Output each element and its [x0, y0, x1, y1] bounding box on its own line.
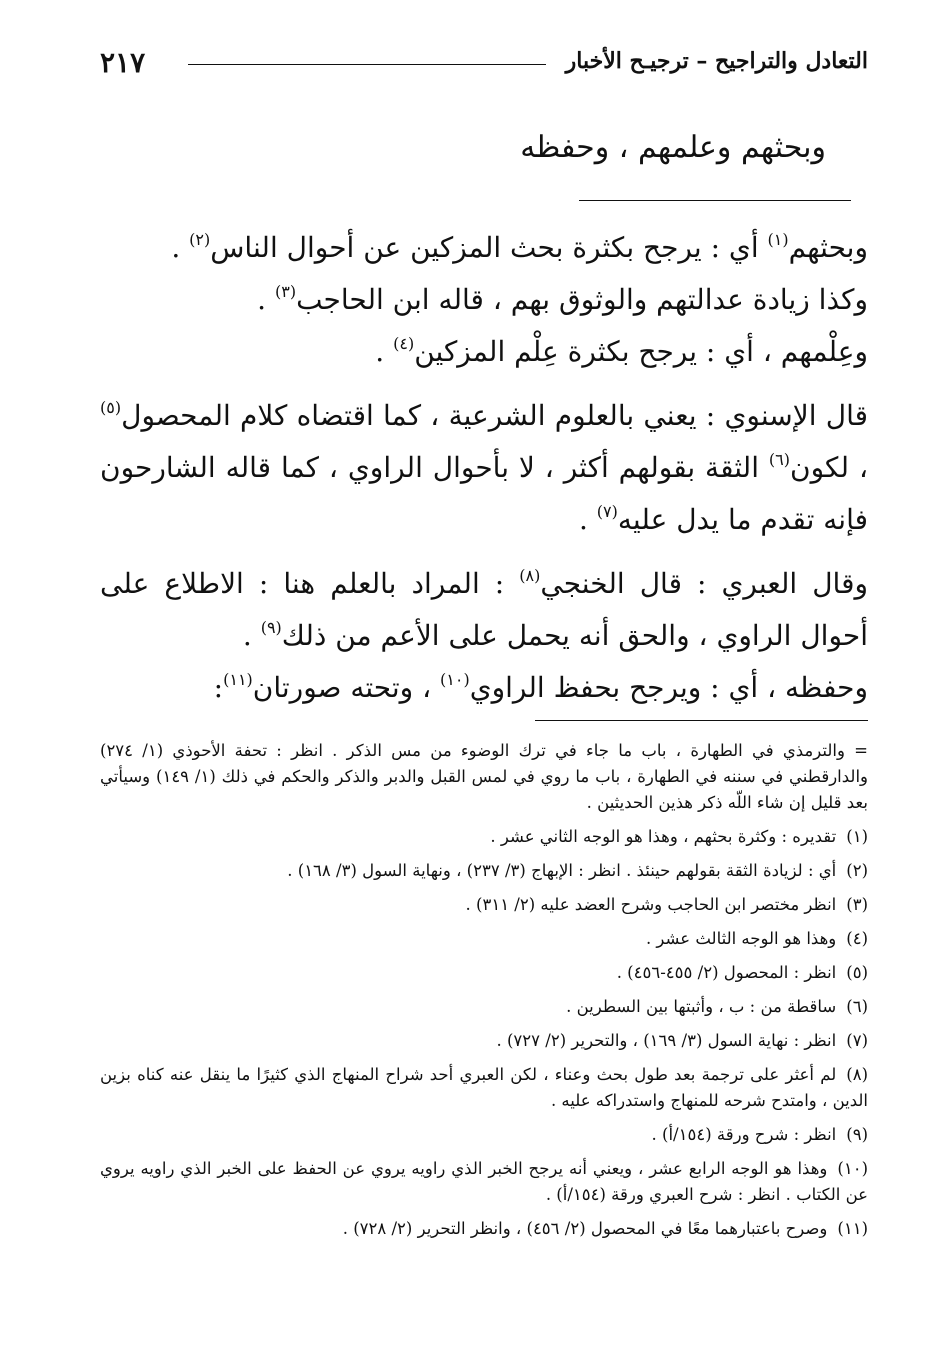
footnote-rule: [535, 720, 868, 721]
footnote-ref: (١): [767, 230, 789, 249]
footnote-ref: (٢): [189, 230, 211, 249]
footnote-number: (٦): [846, 997, 868, 1016]
paragraph-3: وعِلْمهم ، أي : يرجح بكثرة عِلْم المزكين$^{(٤)}$ .: [375, 334, 868, 368]
footnote-ref: (٥): [100, 398, 122, 417]
paragraph-1: وبحثهم$^{(١)}$ أي : يرجح بكثرة بحث المزكين عن أحوال الناس$^{(٢)}$ .: [171, 230, 868, 264]
paragraph-6: وحفظه ، أي : ويرجح بحفظ الراوي$^{(١٠)}$ ، وتحته صورتان$^{(١١)}$:: [213, 670, 868, 704]
footnote-ref: (٩): [260, 618, 282, 637]
matn-text: وبحثهم وعلمهم ، وحفظه: [520, 130, 826, 165]
footnote-ref: (١٠): [440, 670, 470, 689]
footnote-11: (١١)وصرح باعتبارهما معًا في المحصول (٢/ ٤٥٦) ، وانظر التحرير (٢/ ٧٢٨) .: [342, 1219, 868, 1238]
footnote-2: (٢)أي : لزيادة الثقة بقولهم حينئذ . انظر : الإبهاج (٣/ ٢٣٧) ، ونهاية السول (٣/ ١٦٨) .: [287, 861, 868, 880]
footnote-ref: (٣): [274, 282, 297, 301]
footnote-number: (١): [846, 827, 868, 846]
matn-rule: [579, 200, 851, 201]
footnote-1: (١)تقديره : وكثرة بحثهم ، وهذا هو الوجه الثاني عشر .: [490, 827, 868, 846]
running-title: التعادل والتراجيح – ترجيـح الأخبار: [565, 48, 868, 74]
footnote-3: (٣)انظر مختصر ابن الحاجب وشرح العضد عليه (٢/ ٣١١) .: [465, 895, 868, 914]
footnotes: [100, 738, 868, 1250]
footnote-9: (٩)انظر : شرح ورقة (١٥٤/أ) .: [651, 1125, 868, 1144]
footnote-6: (٦)ساقطة من : ب ، وأثبتها بين السطرين .: [566, 997, 868, 1016]
page-header: [100, 42, 868, 82]
footnote-number: (٢): [846, 861, 868, 880]
footnote-number: (١١): [837, 1219, 868, 1238]
footnote-7: (٧)انظر : نهاية السول (٣/ ١٦٩) ، والتحرير (٢/ ٧٢٧) .: [496, 1031, 868, 1050]
footnote-4: (٤)وهذا هو الوجه الثالث عشر .: [645, 929, 868, 948]
footnote-ref: (١١): [223, 670, 253, 689]
footnote-number: (٩): [846, 1125, 868, 1144]
footnote-8: (٨)لم أعثر على ترجمة بعد طول بحث وعناء ، لكن العبري أحد شراح المنهاج الذي كثيرًا ما ينقل عنه كناه بزين الدين ، وامتدح شرحه للمنهاج واستدراكه عليه .: [100, 1065, 868, 1110]
footnote-number: (١٠): [837, 1159, 868, 1178]
footnote-ref: (٧): [596, 502, 618, 521]
paragraph-4: قال الإسنوي : يعني بالعلوم الشرعية ، كما اقتضاه كلام المحصول$^{(٥)}$ ، لكون$^{(٦)}$ الثقة بقولهم أكثر ، لا بأحوال الراوي ، كما قاله الشارحون فإنه تقدم ما يدل عليه$^{(٧)}$ .: [100, 398, 868, 536]
footnote-ref: (٤): [393, 334, 415, 353]
paragraph-2: وكذا زيادة عدالتهم والوثوق بهم ، قاله ابن الحاجب$^{(٣)}$ .: [257, 282, 868, 316]
footnote-number: (٧): [846, 1031, 868, 1050]
header-rule: [188, 64, 546, 65]
footnote-number: (٥): [846, 963, 868, 982]
footnote-number: (٨): [846, 1065, 868, 1084]
footnote-continuation: = والترمذي في الطهارة ، باب ما جاء في ترك الوضوء من مس الذكر . انظر : تحفة الأحوذي (١/ ٢٧٤) والدارقطني في سننه في الطهارة ، باب ما روي في لمس القبل والدبر والذكر والحكم في ذلك (١/ ١٤٩) وسيأتي بعد قليل إن شاء اللّه ذكر هذين الحديثين .: [100, 741, 869, 812]
footnote-10: (١٠)وهذا هو الوجه الرابع عشر ، ويعني أنه يرجح الخبر الذي راويه يروي عن الحفظ على الخبر الذي راويه يروي عن الكتاب . انظر : شرح العبري ورقة (١٥٤/أ) .: [100, 1159, 868, 1204]
footnote-number: (٣): [846, 895, 868, 914]
footnote-5: (٥)انظر : المحصول (٢/ ٤٥٥-٤٥٦) .: [616, 963, 868, 982]
paragraph-5: وقال العبري : قال الخنجي$^{(٨)}$ : المراد بالعلم هنا : الاطلاع على أحوال الراوي ، والحق أنه يحمل على الأعم من ذلك$^{(٩)}$ .: [100, 566, 868, 652]
commentary-body: [100, 222, 868, 714]
footnote-number: (٤): [846, 929, 868, 948]
footnote-ref: (٨): [519, 566, 541, 585]
footnote-ref: (٦): [768, 450, 791, 469]
page-number: ٢١٧: [100, 46, 146, 79]
